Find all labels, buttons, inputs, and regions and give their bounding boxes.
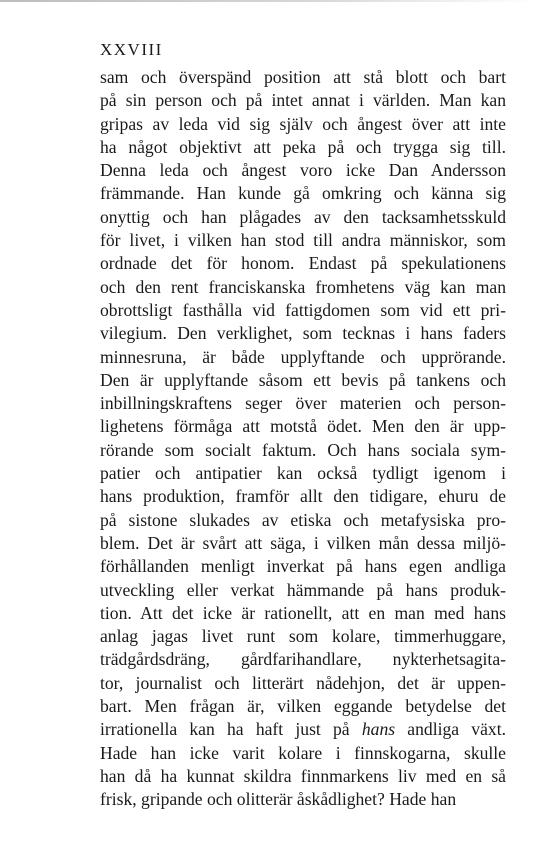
emphasis: hans xyxy=(361,719,396,740)
text-line: tor, journalist och litterärt nådehjon, det är uppen- xyxy=(100,672,506,693)
text-line: ordnade det för honom. Endast på spekulationens xyxy=(100,253,506,274)
text-line: bart. Men frågan är, vilken eggande betydelse det xyxy=(100,696,506,717)
text-line: Denna leda och ångest voro icke Dan Andersson xyxy=(100,160,506,181)
text-line: anlag jagas livet runt som kolare, timmerhuggare, xyxy=(100,626,506,647)
page-top-edge xyxy=(0,0,536,2)
text-line: minnesruna, är både upplyftande och upprörande. xyxy=(100,346,506,367)
text-line: gripas av leda vid sig själv och ångest över att inte xyxy=(100,113,506,134)
text-line: trädgårdsdräng, gårdfarihandlare, nykterhetsagita- xyxy=(100,649,506,670)
text-line: patier och antipatier kan också tydligt igenom i xyxy=(100,463,506,484)
text-line: utveckling eller verkat hämmande på hans produk- xyxy=(100,579,506,600)
text-line: vilegium. Den verklighet, som tecknas i hans faders xyxy=(100,323,506,344)
text-line: blem. Det är svårt att säga, i vilken mån dessa miljö- xyxy=(100,532,506,553)
text-line: rörande som socialt faktum. Och hans sociala sym- xyxy=(100,439,506,460)
text-line: Den är upplyftande såsom ett bevis på tankens och xyxy=(100,369,506,390)
text-line: frisk, gripande och olitterär åskådlighet? Hade han xyxy=(100,789,457,810)
text-line: ha något objektivt att peka på och trygga sig till. xyxy=(100,136,506,157)
page-number: XXVIII xyxy=(100,40,163,59)
text-line: han då ha kunnat skildra finnmarkens liv med en så xyxy=(100,765,506,786)
text-line: hans produktion, framför allt den tidigare, ehuru de xyxy=(100,486,506,507)
text-line: och den rent franciskanska fromhetens väg kan man xyxy=(100,276,506,297)
text-line: Hade han icke varit kolare i finnskogarna, skulle xyxy=(100,742,506,763)
text-line: förhållanden menligt inverkat på hans egen andliga xyxy=(100,556,506,577)
text-line: obrottsligt fasthålla vid fattigdomen som vid ett pri- xyxy=(100,299,506,320)
text-line: onyttig och han plågades av den tacksamhetsskuld xyxy=(100,206,506,227)
text-line: lighetens förmåga att motstå ödet. Men den är upp- xyxy=(100,416,506,437)
text-line: på sistone slukades av etiska och metafysiska pro- xyxy=(100,509,506,530)
text-line: på sin person och på intet annat i världen. Man kan xyxy=(100,90,506,111)
text-line: främmande. Han kunde gå omkring och känna sig xyxy=(100,183,506,204)
text-line: tion. Att det icke är rationellt, att en man med hans xyxy=(100,602,506,623)
text-line: sam och överspänd position att stå blott och bart xyxy=(100,67,506,87)
text-line: för livet, i vilken han stod till andra människor, som xyxy=(100,230,506,251)
body-text xyxy=(100,66,506,812)
text-line: inbillningskraftens seger över materien och person- xyxy=(100,393,506,414)
text-line: irrationella kan ha haft just på hans andliga växt. xyxy=(100,719,506,740)
